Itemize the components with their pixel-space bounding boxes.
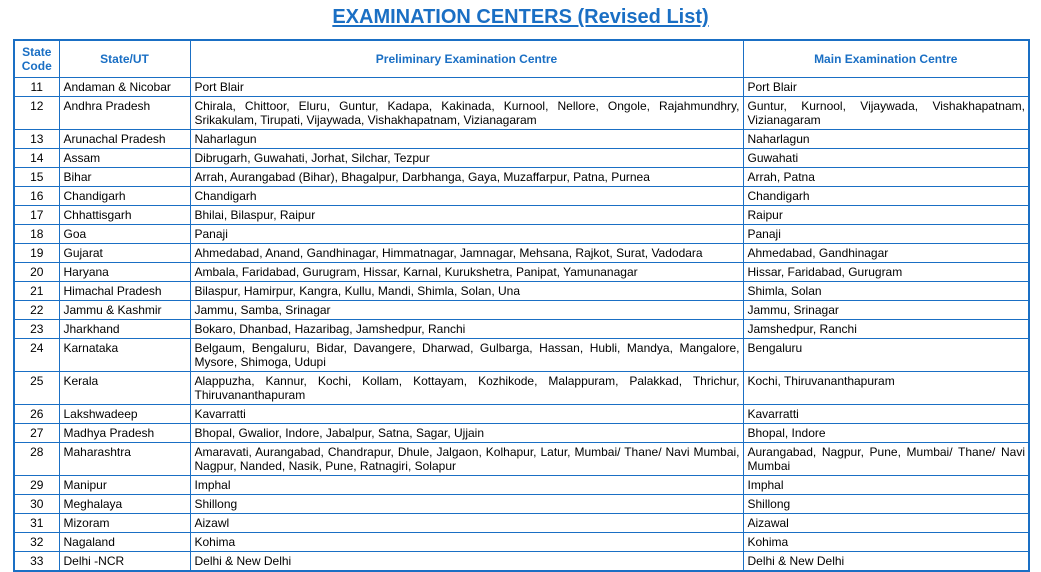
table-row [14, 514, 1029, 533]
state-code-cell: 15 [14, 168, 59, 187]
table-body [14, 78, 1029, 572]
prelim-centres-cell: Shillong [190, 495, 743, 514]
table-header-row [14, 40, 1029, 78]
table-row [14, 282, 1029, 301]
exam-centers-table-wrap [13, 39, 1028, 572]
state-code-cell: 30 [14, 495, 59, 514]
prelim-centres-cell: Ahmedabad, Anand, Gandhinagar, Himmatnagar, Jamnagar, Mehsana, Rajkot, Surat, Vadodara [190, 244, 743, 263]
main-centres-cell: Bhopal, Indore [743, 424, 1029, 443]
state-code-cell: 20 [14, 263, 59, 282]
table-row [14, 97, 1029, 130]
main-centres-cell: Kohima [743, 533, 1029, 552]
main-centres-cell: Jammu, Srinagar [743, 301, 1029, 320]
state-name-cell: Nagaland [59, 533, 190, 552]
table-row [14, 372, 1029, 405]
main-centres-cell: Shillong [743, 495, 1029, 514]
prelim-centres-cell: Imphal [190, 476, 743, 495]
main-centres-cell: Hissar, Faridabad, Gurugram [743, 263, 1029, 282]
state-name-cell: Arunachal Pradesh [59, 130, 190, 149]
table-row [14, 424, 1029, 443]
state-name-cell: Bihar [59, 168, 190, 187]
state-name-cell: Kerala [59, 372, 190, 405]
table-row [14, 552, 1029, 572]
main-centres-cell: Naharlagun [743, 130, 1029, 149]
prelim-centres-cell: Bhilai, Bilaspur, Raipur [190, 206, 743, 225]
header-state-ut: State/UT [59, 40, 190, 78]
state-name-cell: Andaman & Nicobar [59, 78, 190, 97]
table-row [14, 187, 1029, 206]
main-centres-cell: Guwahati [743, 149, 1029, 168]
state-code-cell: 16 [14, 187, 59, 206]
state-code-cell: 31 [14, 514, 59, 533]
main-centres-cell: Imphal [743, 476, 1029, 495]
state-code-cell: 27 [14, 424, 59, 443]
state-name-cell: Delhi -NCR [59, 552, 190, 572]
state-code-cell: 21 [14, 282, 59, 301]
table-row [14, 263, 1029, 282]
state-code-cell: 25 [14, 372, 59, 405]
main-centres-cell: Port Blair [743, 78, 1029, 97]
state-code-cell: 32 [14, 533, 59, 552]
header-prelim-centre: Preliminary Examination Centre [190, 40, 743, 78]
prelim-centres-cell: Bokaro, Dhanbad, Hazaribag, Jamshedpur, Ranchi [190, 320, 743, 339]
state-code-cell: 17 [14, 206, 59, 225]
main-centres-cell: Guntur, Kurnool, Vijaywada, Vishakhapatnam, Vizianagaram [743, 97, 1029, 130]
table-row [14, 244, 1029, 263]
state-name-cell: Goa [59, 225, 190, 244]
main-centres-cell: Kavarratti [743, 405, 1029, 424]
table-row [14, 168, 1029, 187]
state-code-cell: 14 [14, 149, 59, 168]
main-centres-cell: Panaji [743, 225, 1029, 244]
state-name-cell: Jammu & Kashmir [59, 301, 190, 320]
state-name-cell: Chandigarh [59, 187, 190, 206]
header-main-centre: Main Examination Centre [743, 40, 1029, 78]
main-centres-cell: Raipur [743, 206, 1029, 225]
prelim-centres-cell: Bilaspur, Hamirpur, Kangra, Kullu, Mandi, Shimla, Solan, Una [190, 282, 743, 301]
table-row [14, 149, 1029, 168]
prelim-centres-cell: Arrah, Aurangabad (Bihar), Bhagalpur, Darbhanga, Gaya, Muzaffarpur, Patna, Purnea [190, 168, 743, 187]
state-code-cell: 33 [14, 552, 59, 572]
table-row [14, 533, 1029, 552]
prelim-centres-cell: Alappuzha, Kannur, Kochi, Kollam, Kottayam, Kozhikode, Malappuram, Palakkad, Thrichur, Thiruvananthapuram [190, 372, 743, 405]
prelim-centres-cell: Kohima [190, 533, 743, 552]
state-code-cell: 28 [14, 443, 59, 476]
main-centres-cell: Chandigarh [743, 187, 1029, 206]
state-name-cell: Andhra Pradesh [59, 97, 190, 130]
table-row [14, 476, 1029, 495]
main-centres-cell: Bengaluru [743, 339, 1029, 372]
state-code-cell: 18 [14, 225, 59, 244]
table-row [14, 339, 1029, 372]
state-name-cell: Haryana [59, 263, 190, 282]
state-code-cell: 13 [14, 130, 59, 149]
header-state-code [14, 40, 59, 78]
prelim-centres-cell: Bhopal, Gwalior, Indore, Jabalpur, Satna, Sagar, Ujjain [190, 424, 743, 443]
prelim-centres-cell: Kavarratti [190, 405, 743, 424]
prelim-centres-cell: Ambala, Faridabad, Gurugram, Hissar, Karnal, Kurukshetra, Panipat, Yamunanagar [190, 263, 743, 282]
state-name-cell: Himachal Pradesh [59, 282, 190, 301]
state-name-cell: Manipur [59, 476, 190, 495]
main-centres-cell: Aurangabad, Nagpur, Pune, Mumbai/ Thane/ Navi Mumbai [743, 443, 1029, 476]
state-code-cell: 24 [14, 339, 59, 372]
table-row [14, 130, 1029, 149]
page-title: EXAMINATION CENTERS (Revised List) [332, 6, 709, 28]
state-code-cell: 12 [14, 97, 59, 130]
state-code-cell: 26 [14, 405, 59, 424]
prelim-centres-cell: Belgaum, Bengaluru, Bidar, Davangere, Dharwad, Gulbarga, Hassan, Hubli, Mandya, Mangalore, Mysore, Shimoga, Udupi [190, 339, 743, 372]
state-name-cell: Assam [59, 149, 190, 168]
state-code-cell: 11 [14, 78, 59, 97]
prelim-centres-cell: Aizawl [190, 514, 743, 533]
state-name-cell: Lakshwadeep [59, 405, 190, 424]
state-name-cell: Karnataka [59, 339, 190, 372]
prelim-centres-cell: Delhi & New Delhi [190, 552, 743, 572]
prelim-centres-cell: Jammu, Samba, Srinagar [190, 301, 743, 320]
table-row [14, 206, 1029, 225]
state-name-cell: Jharkhand [59, 320, 190, 339]
prelim-centres-cell: Amaravati, Aurangabad, Chandrapur, Dhule, Jalgaon, Kolhapur, Latur, Mumbai/ Thane/ Navi Mumbai, Nagpur, Nanded, Nasik, Pune, Ratnagiri, Solapur [190, 443, 743, 476]
table-row [14, 320, 1029, 339]
main-centres-cell: Ahmedabad, Gandhinagar [743, 244, 1029, 263]
state-code-cell: 23 [14, 320, 59, 339]
state-name-cell: Gujarat [59, 244, 190, 263]
prelim-centres-cell: Naharlagun [190, 130, 743, 149]
main-centres-cell: Aizawal [743, 514, 1029, 533]
state-name-cell: Madhya Pradesh [59, 424, 190, 443]
prelim-centres-cell: Chirala, Chittoor, Eluru, Guntur, Kadapa, Kakinada, Kurnool, Nellore, Ongole, Rajahmundhry, Srikakulam, Tirupati, Vijaywada, Vishakhapatnam, Vizianagaram [190, 97, 743, 130]
prelim-centres-cell: Port Blair [190, 78, 743, 97]
state-name-cell: Chhattisgarh [59, 206, 190, 225]
table-row [14, 443, 1029, 476]
main-centres-cell: Jamshedpur, Ranchi [743, 320, 1029, 339]
main-centres-cell: Shimla, Solan [743, 282, 1029, 301]
prelim-centres-cell: Dibrugarh, Guwahati, Jorhat, Silchar, Tezpur [190, 149, 743, 168]
state-code-cell: 29 [14, 476, 59, 495]
state-code-cell: 22 [14, 301, 59, 320]
table-row [14, 225, 1029, 244]
header-state-code-line2: Code [21, 59, 52, 73]
table-row [14, 405, 1029, 424]
header-state-code-line1: State [22, 45, 52, 59]
main-centres-cell: Arrah, Patna [743, 168, 1029, 187]
state-name-cell: Meghalaya [59, 495, 190, 514]
prelim-centres-cell: Panaji [190, 225, 743, 244]
main-centres-cell: Delhi & New Delhi [743, 552, 1029, 572]
table-row [14, 78, 1029, 97]
state-name-cell: Mizoram [59, 514, 190, 533]
state-name-cell: Maharashtra [59, 443, 190, 476]
main-centres-cell: Kochi, Thiruvananthapuram [743, 372, 1029, 405]
exam-centers-table [13, 39, 1030, 572]
table-row [14, 301, 1029, 320]
prelim-centres-cell: Chandigarh [190, 187, 743, 206]
state-code-cell: 19 [14, 244, 59, 263]
table-row [14, 495, 1029, 514]
